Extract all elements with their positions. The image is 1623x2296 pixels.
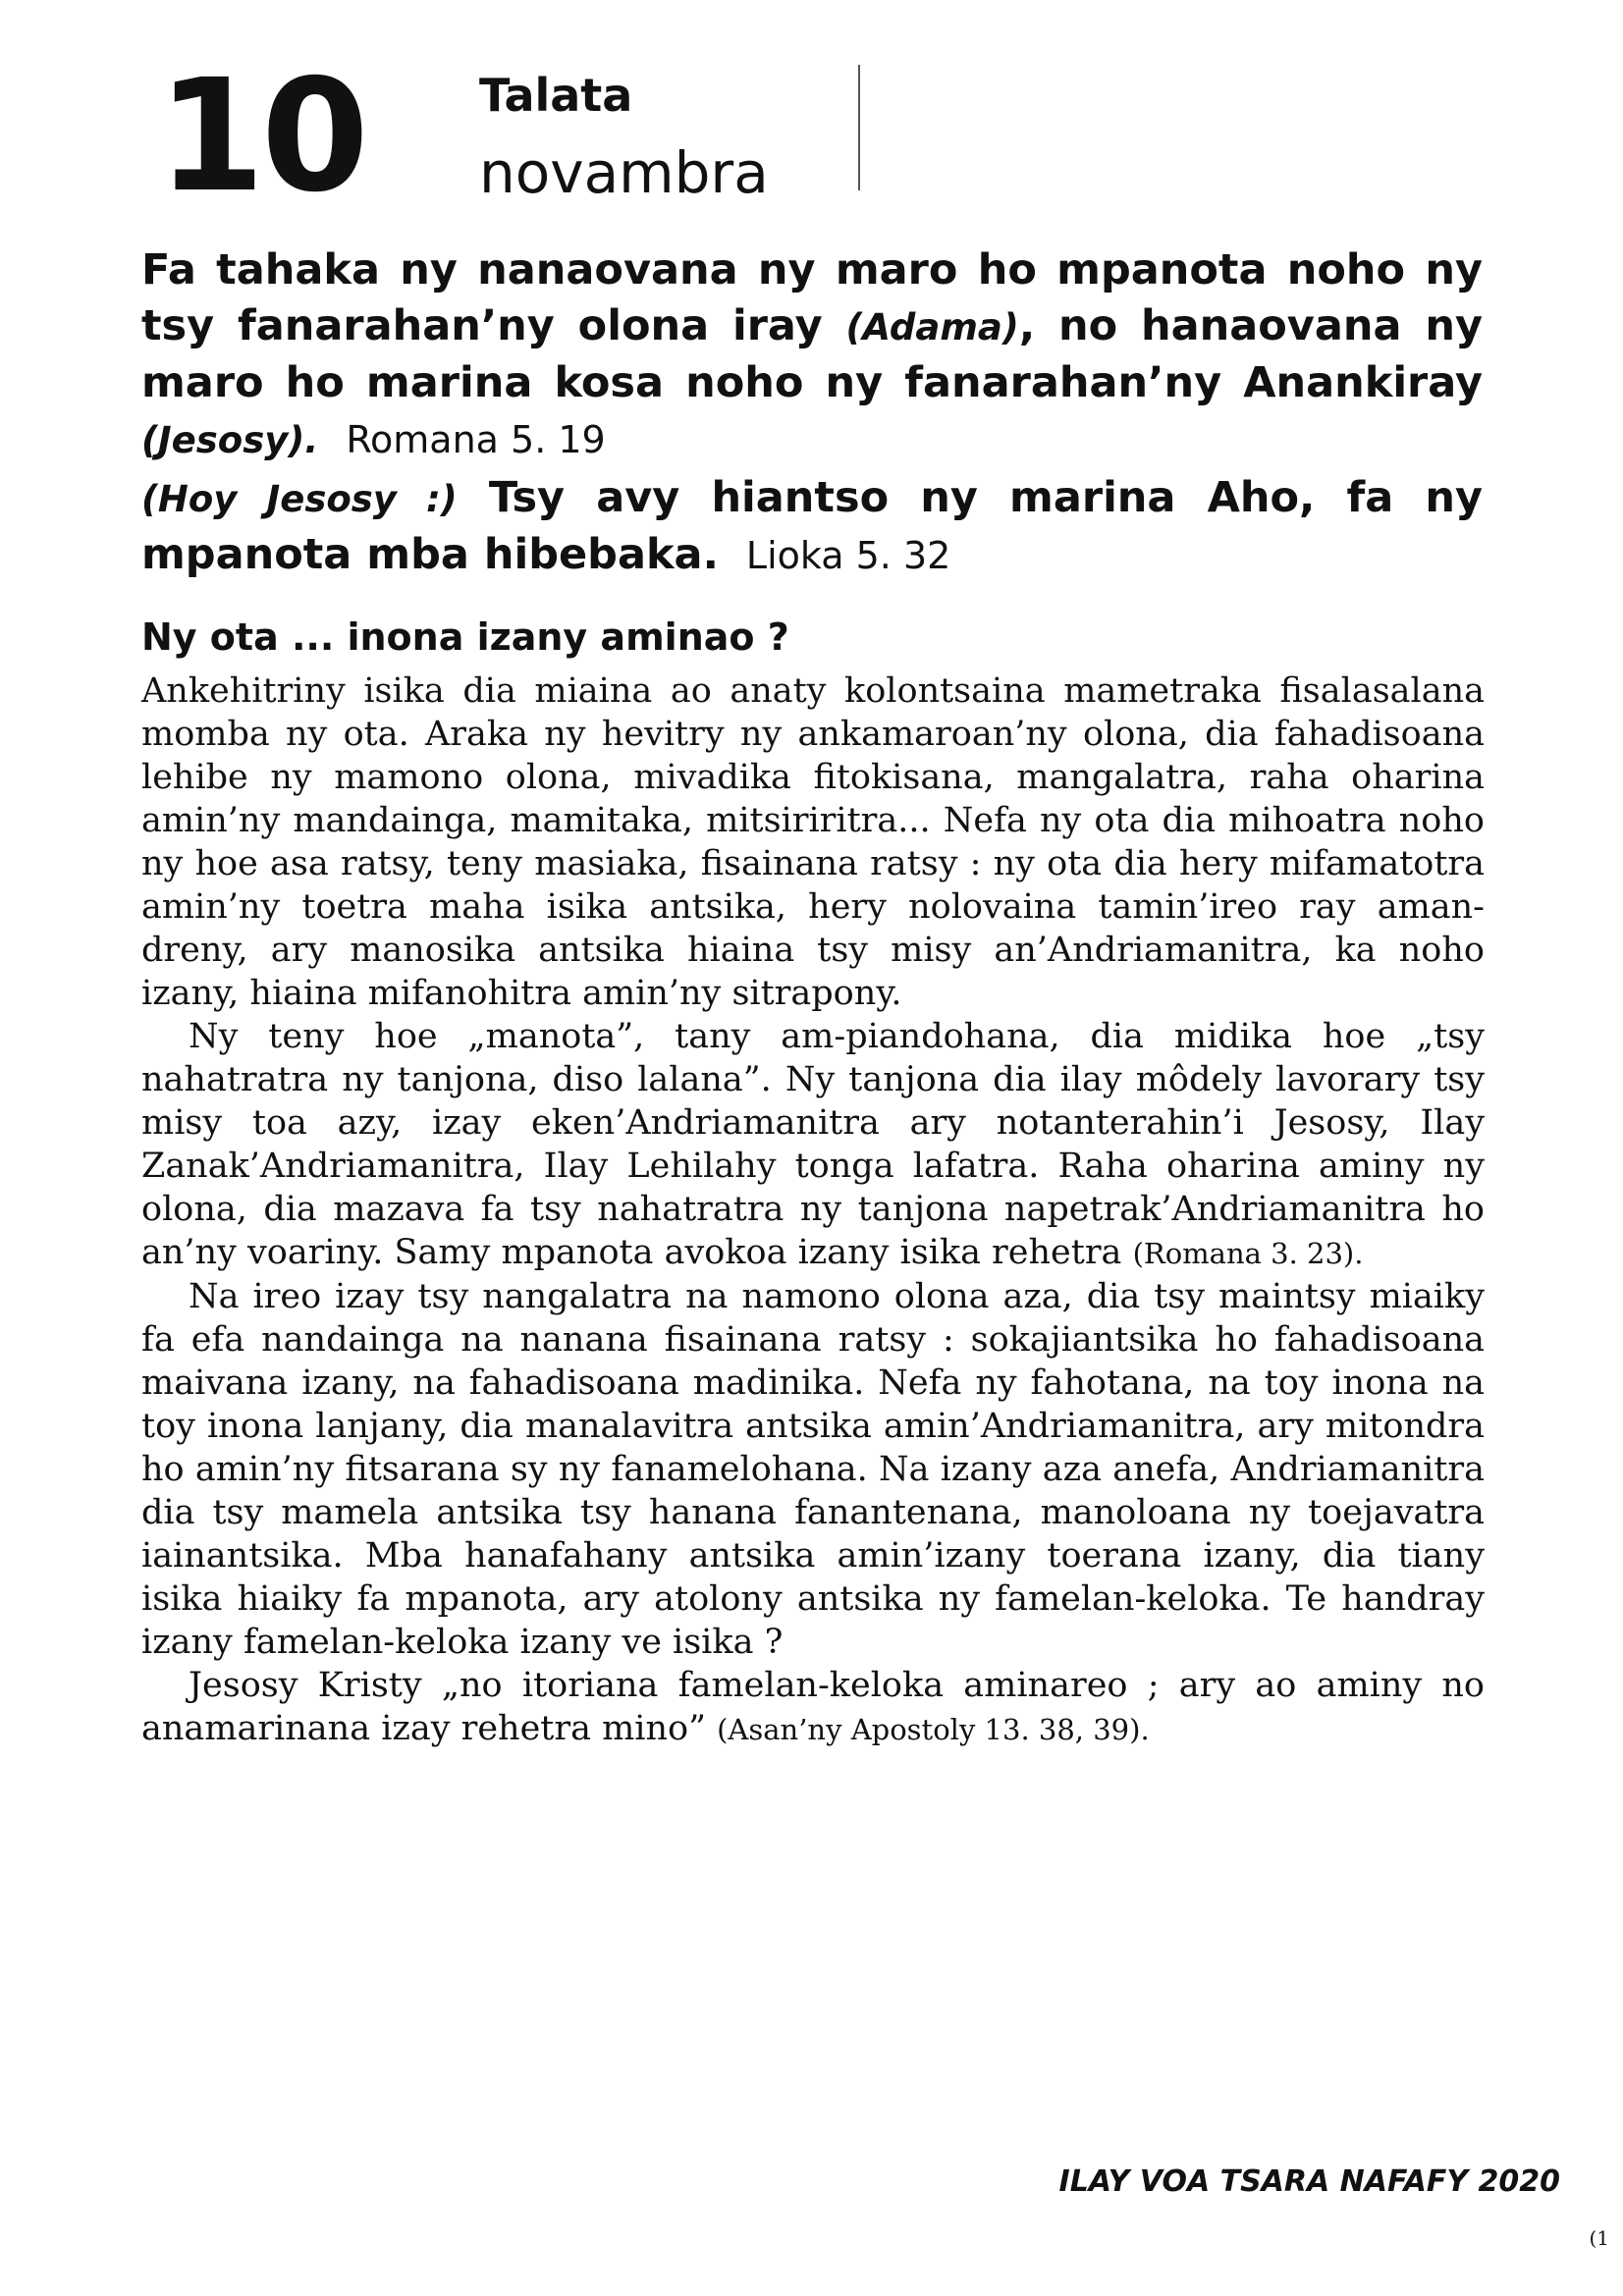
page-mark: (1 — [1589, 2226, 1609, 2250]
verse-luke — [141, 470, 1483, 584]
day-number: 10 — [157, 46, 365, 227]
article-heading: Ny ota ... inona izany aminao ? — [141, 615, 789, 659]
verse-text: Tsy avy hiantso ny marina Aho, fa ny mpanota mba hibebaka. — [141, 473, 1484, 579]
scripture-reference: (Romana 3. 23). — [1132, 1237, 1364, 1270]
paragraph: Ankehitriny isika dia miaina ao anaty kolontsaina mametraka fisalasalana momba ny ota. Araka ny hevitry ny ankamaroan’ny olona, dia fahadisoana lehibe ny mamono olona, mivadika fitokisana, mangalatra, raha oharina amin’ny mandainga, mamitaka, mitsiriritra... Nefa ny ota dia mihoatra noho ny hoe asa ratsy, teny masiaka, fisainana ratsy : ny ota dia hery mifamatotra amin’ny toetra maha isika antsika, hery nolovaina tamin’ireo ray aman-dreny, ary manosika antsika hiaina tsy misy an’Andriamanitra, ka noho izany, hiaina mifanohitra amin’ny sitrapony. — [141, 671, 1485, 1013]
month: novambra — [479, 139, 769, 206]
verse-romans — [141, 242, 1483, 468]
paragraph-text: Ny teny hoe „manota”, tany am-piandohana, dia midika hoe „tsy nahatratra ny tanjona, diso lalana”. Ny tanjona dia ilay môdely lavorary tsy misy toa azy, izay eken’Andriamanitra ary notanterahin’i Jesosy, Ilay Zanak’Andriamanitra, Ilay Lehilahy tonga lafatra. Raha oharina aminy ny olona, dia mazava fa tsy nahatratra ny tanjona napetrak’Andriamanitra ho an’ny voariny. Samy mpanota avokoa izany isika rehetra — [141, 1017, 1485, 1272]
paragraph — [141, 1664, 1485, 1751]
verse-note: (Hoy Jesosy :) — [141, 478, 458, 520]
scripture-reference: (Asan’ny Apostoly 13. 38, 39). — [717, 1713, 1150, 1746]
verse-text: Fa tahaka ny nanaovana ny maro ho mpanota noho ny tsy fanarahan’ny olona iray — [141, 245, 1483, 350]
publication-footer: ILAY VOA TSARA NAFAFY 2020 — [1058, 2164, 1560, 2199]
paragraph: Na ireo izay tsy nangalatra na namono olona aza, dia tsy maintsy miaiky fa efa nandainga na nanana fisainana ratsy : sokajiantsika ho fahadisoana maivana izany, na fahadisoana madinika. Nefa ny fahotana, na toy inona na toy inona lanjany, dia manalavitra antsika amin’Andriamanitra, ary mitondra ho amin’ny fitsarana sy ny fanamelohana. Na izany aza anefa, Andriamanitra dia tsy mamela antsika tsy hanana fanantenana, manoloana ny toejavatra iainantsika. Mba hanafahany antsika amin’izany toerana izany, dia tiany isika hiaiky fa mpanota, ary atolony antsika ny famelan-keloka. Te handray izany famelan-keloka izany ve isika ? — [141, 1277, 1485, 1662]
paragraph — [141, 1015, 1485, 1275]
header-divider — [858, 65, 860, 190]
verse-note: (Adama) — [845, 306, 1019, 348]
verse-reference: Lioka 5. 32 — [745, 534, 951, 577]
verse-note: (Jesosy). — [141, 419, 319, 461]
article-body — [141, 669, 1485, 1751]
verse-reference: Romana 5. 19 — [346, 418, 606, 461]
verse-text: , no hanaovana ny maro ho marina kosa noho ny fanarahan’ny Anankiray — [141, 301, 1483, 407]
weekday: Talata — [479, 69, 633, 122]
paragraph-text: Jesosy Kristy „no itoriana famelan-keloka aminareo ; ary ao aminy no anamarinana izay rehetra mino” — [141, 1666, 1485, 1748]
